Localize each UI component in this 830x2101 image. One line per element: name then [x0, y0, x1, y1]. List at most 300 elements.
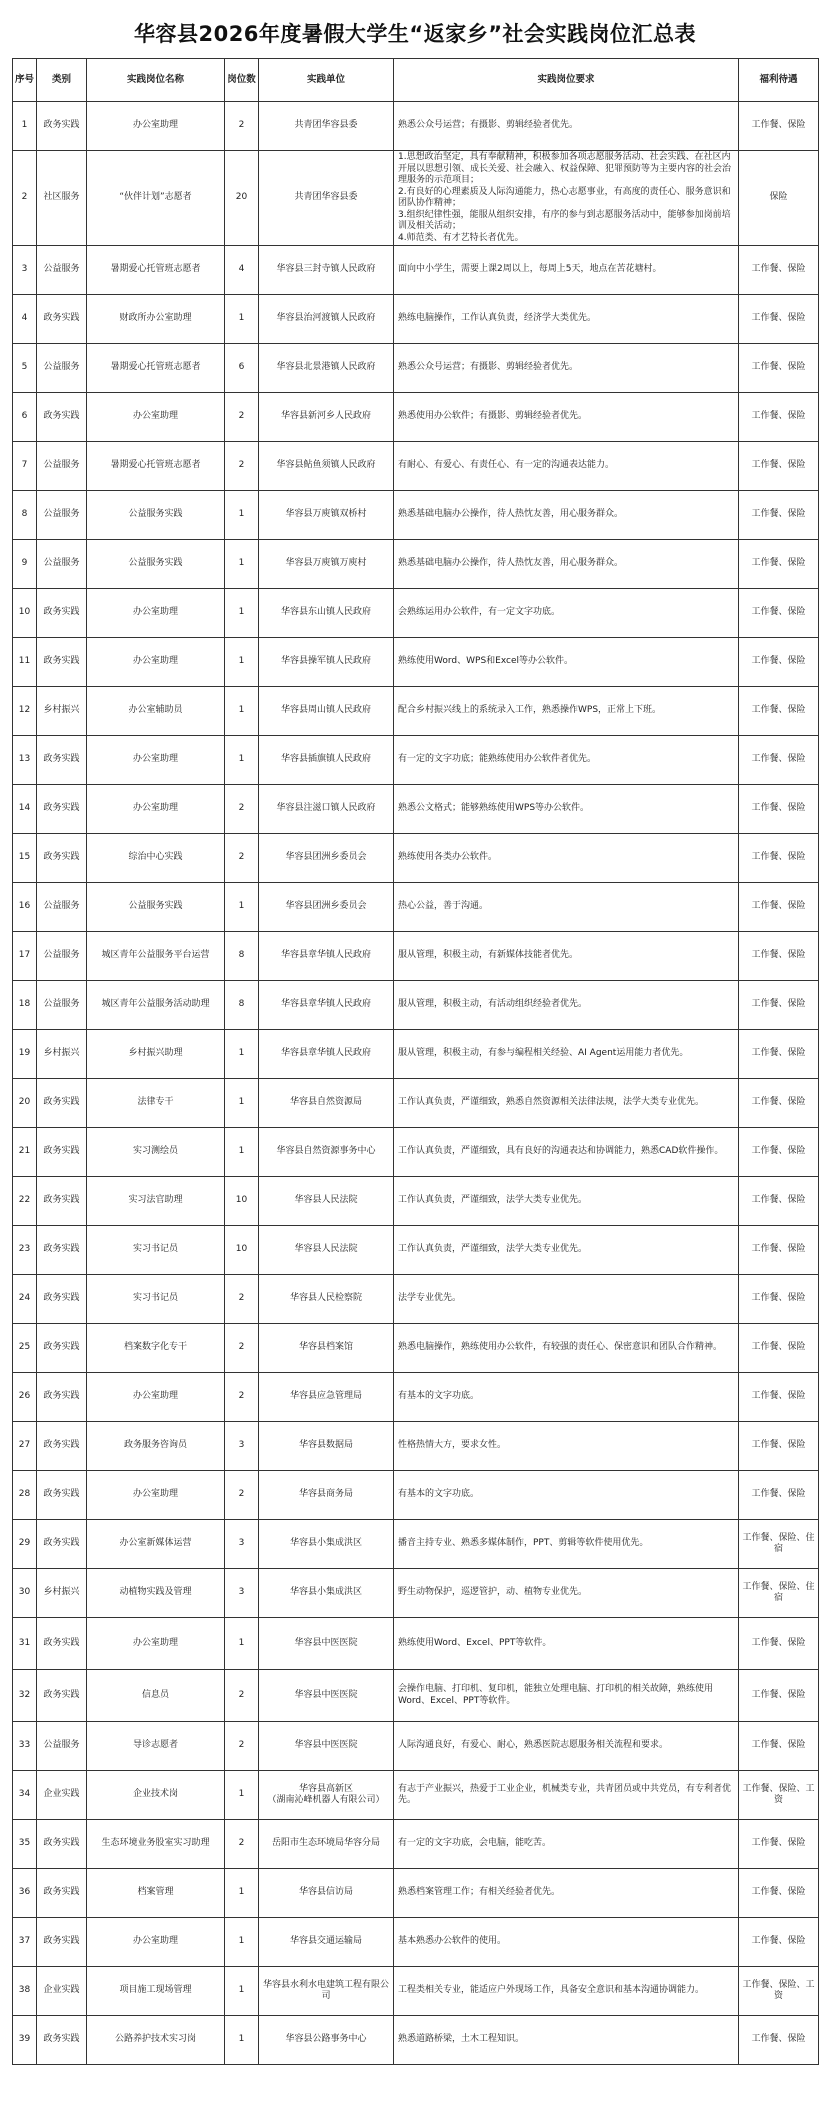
- cell-position: 办公室助理: [87, 1373, 225, 1422]
- cell-unit: 华容县章华镇人民政府: [259, 981, 394, 1030]
- cell-no: 9: [13, 540, 37, 589]
- cell-requirement: 熟悉道路桥梁，土木工程知识。: [394, 2016, 739, 2065]
- cell-requirement: 熟练使用Word、WPS和Excel等办公软件。: [394, 638, 739, 687]
- table-header-row: [13, 59, 819, 102]
- cell-benefit: 工作餐、保险: [739, 1177, 819, 1226]
- cell-count: 20: [225, 151, 259, 246]
- cell-benefit: 工作餐、保险: [739, 883, 819, 932]
- cell-no: 15: [13, 834, 37, 883]
- cell-count: 1: [225, 1030, 259, 1079]
- table-row: [13, 1128, 819, 1177]
- cell-position: 实习书记员: [87, 1275, 225, 1324]
- table-row: [13, 834, 819, 883]
- table-row: [13, 1618, 819, 1670]
- table-row: [13, 1820, 819, 1869]
- cell-unit: 华容县自然资源事务中心: [259, 1128, 394, 1177]
- cell-requirement: 熟悉公众号运营；有摄影、剪辑经验者优先。: [394, 102, 739, 151]
- cell-requirement: 会熟练运用办公软件，有一定文字功底。: [394, 589, 739, 638]
- cell-position: 财政所办公室助理: [87, 295, 225, 344]
- cell-requirement: 法学专业优先。: [394, 1275, 739, 1324]
- cell-position: 动植物实践及管理: [87, 1569, 225, 1618]
- cell-category: 企业实践: [37, 1771, 87, 1820]
- cell-benefit: 工作餐、保险: [739, 1918, 819, 1967]
- cell-count: 1: [225, 2016, 259, 2065]
- cell-no: 28: [13, 1471, 37, 1520]
- cell-category: 企业实践: [37, 1967, 87, 2016]
- cell-position: 公益服务实践: [87, 883, 225, 932]
- cell-count: 1: [225, 1771, 259, 1820]
- cell-requirement: 配合乡村振兴线上的系统录入工作，熟悉操作WPS，正常上下班。: [394, 687, 739, 736]
- cell-benefit: 工作餐、保险: [739, 1079, 819, 1128]
- cell-requirement: 有志于产业振兴，热爱于工业企业，机械类专业，共青团员或中共党员，有专利者优先。: [394, 1771, 739, 1820]
- cell-category: 公益服务: [37, 1722, 87, 1771]
- cell-count: 2: [225, 1275, 259, 1324]
- cell-category: 公益服务: [37, 246, 87, 295]
- cell-requirement: 熟悉基础电脑办公操作，待人热忱友善，用心服务群众。: [394, 540, 739, 589]
- cell-count: 8: [225, 932, 259, 981]
- cell-count: 2: [225, 442, 259, 491]
- cell-unit: 华容县中医医院: [259, 1722, 394, 1771]
- cell-category: 乡村振兴: [37, 1030, 87, 1079]
- cell-no: 32: [13, 1670, 37, 1722]
- cell-requirement: 熟悉公文格式；能够熟练使用WPS等办公软件。: [394, 785, 739, 834]
- cell-position: 政务服务咨询员: [87, 1422, 225, 1471]
- table-row: [13, 344, 819, 393]
- cell-category: 政务实践: [37, 102, 87, 151]
- table-row: [13, 589, 819, 638]
- cell-benefit: 工作餐、保险: [739, 2016, 819, 2065]
- cell-unit: 华容县东山镇人民政府: [259, 589, 394, 638]
- cell-category: 政务实践: [37, 1520, 87, 1569]
- cell-category: 公益服务: [37, 540, 87, 589]
- cell-unit: 华容县团洲乡委员会: [259, 883, 394, 932]
- cell-requirement: 有基本的文字功底。: [394, 1373, 739, 1422]
- cell-requirement: 工作认真负责，严谨细致，法学大类专业优先。: [394, 1226, 739, 1275]
- cell-no: 17: [13, 932, 37, 981]
- header-no: 序号: [13, 59, 37, 102]
- cell-category: 政务实践: [37, 1275, 87, 1324]
- cell-position: 法律专干: [87, 1079, 225, 1128]
- cell-category: 公益服务: [37, 442, 87, 491]
- cell-count: 8: [225, 981, 259, 1030]
- cell-count: 2: [225, 1324, 259, 1373]
- cell-position: 导诊志愿者: [87, 1722, 225, 1771]
- cell-no: 10: [13, 589, 37, 638]
- cell-position: 暑期爱心托管班志愿者: [87, 246, 225, 295]
- cell-requirement: 工作认真负责，严谨细致，熟悉自然资源相关法律法规，法学大类专业优先。: [394, 1079, 739, 1128]
- cell-position: 办公室助理: [87, 736, 225, 785]
- cell-requirement: 熟练电脑操作，工作认真负责，经济学大类优先。: [394, 295, 739, 344]
- cell-requirement: 野生动物保护，巡逻管护，动、植物专业优先。: [394, 1569, 739, 1618]
- cell-category: 社区服务: [37, 151, 87, 246]
- cell-category: 政务实践: [37, 1128, 87, 1177]
- cell-benefit: 工作餐、保险: [739, 102, 819, 151]
- cell-no: 38: [13, 1967, 37, 2016]
- cell-requirement: 熟练使用Word、Excel、PPT等软件。: [394, 1618, 739, 1670]
- cell-category: 政务实践: [37, 1226, 87, 1275]
- cell-unit: 岳阳市生态环境局华容分局: [259, 1820, 394, 1869]
- cell-unit: 华容县章华镇人民政府: [259, 932, 394, 981]
- cell-no: 24: [13, 1275, 37, 1324]
- header-benefit: 福利待遇: [739, 59, 819, 102]
- table-row: [13, 295, 819, 344]
- cell-benefit: 工作餐、保险: [739, 785, 819, 834]
- cell-benefit: 工作餐、保险: [739, 981, 819, 1030]
- cell-count: 2: [225, 1373, 259, 1422]
- cell-requirement: 人际沟通良好，有爱心、耐心，熟悉医院志愿服务相关流程和要求。: [394, 1722, 739, 1771]
- cell-position: 办公室助理: [87, 102, 225, 151]
- cell-requirement: 有一定的文字功底，会电脑，能吃苦。: [394, 1820, 739, 1869]
- cell-unit: 华容县高新区 （湖南沁峰机器人有限公司）: [259, 1771, 394, 1820]
- cell-position: 办公室助理: [87, 589, 225, 638]
- cell-benefit: 工作餐、保险: [739, 540, 819, 589]
- cell-benefit: 工作餐、保险: [739, 1324, 819, 1373]
- cell-no: 18: [13, 981, 37, 1030]
- cell-requirement: 基本熟悉办公软件的使用。: [394, 1918, 739, 1967]
- cell-count: 1: [225, 589, 259, 638]
- cell-position: 乡村振兴助理: [87, 1030, 225, 1079]
- cell-unit: 华容县中医医院: [259, 1618, 394, 1670]
- table-row: [13, 785, 819, 834]
- cell-no: 20: [13, 1079, 37, 1128]
- table-row: [13, 736, 819, 785]
- cell-position: “伙伴计划”志愿者: [87, 151, 225, 246]
- table-row: [13, 638, 819, 687]
- cell-unit: 华容县数据局: [259, 1422, 394, 1471]
- cell-count: 1: [225, 638, 259, 687]
- cell-position: 公益服务实践: [87, 540, 225, 589]
- cell-position: 实习书记员: [87, 1226, 225, 1275]
- header-position: 实践岗位名称: [87, 59, 225, 102]
- cell-requirement: 熟悉电脑操作，熟练使用办公软件，有较强的责任心、保密意识和团队合作精神。: [394, 1324, 739, 1373]
- cell-category: 政务实践: [37, 1422, 87, 1471]
- cell-count: 1: [225, 540, 259, 589]
- cell-count: 3: [225, 1422, 259, 1471]
- table-row: [13, 981, 819, 1030]
- cell-benefit: 工作餐、保险: [739, 1722, 819, 1771]
- cell-position: 实习测绘员: [87, 1128, 225, 1177]
- table-row: [13, 151, 819, 246]
- table-row: [13, 1373, 819, 1422]
- cell-no: 1: [13, 102, 37, 151]
- table-row: [13, 1722, 819, 1771]
- cell-benefit: 工作餐、保险: [739, 589, 819, 638]
- cell-no: 12: [13, 687, 37, 736]
- cell-unit: 华容县团洲乡委员会: [259, 834, 394, 883]
- table-row: [13, 102, 819, 151]
- cell-unit: 华容县注滋口镇人民政府: [259, 785, 394, 834]
- cell-count: 2: [225, 785, 259, 834]
- cell-category: 政务实践: [37, 1670, 87, 1722]
- table-row: [13, 1422, 819, 1471]
- cell-benefit: 工作餐、保险: [739, 344, 819, 393]
- cell-benefit: 工作餐、保险: [739, 687, 819, 736]
- header-category: 类别: [37, 59, 87, 102]
- cell-category: 公益服务: [37, 932, 87, 981]
- table-row: [13, 1869, 819, 1918]
- cell-unit: 华容县中医医院: [259, 1670, 394, 1722]
- table-row: [13, 246, 819, 295]
- cell-requirement: 有耐心、有爱心、有责任心、有一定的沟通表达能力。: [394, 442, 739, 491]
- cell-unit: 华容县公路事务中心: [259, 2016, 394, 2065]
- cell-count: 10: [225, 1177, 259, 1226]
- cell-position: 档案管理: [87, 1869, 225, 1918]
- cell-count: 2: [225, 1471, 259, 1520]
- cell-unit: 华容县交通运输局: [259, 1918, 394, 1967]
- cell-category: 公益服务: [37, 491, 87, 540]
- cell-unit: 华容县水利水电建筑工程有限公司: [259, 1967, 394, 2016]
- table-row: [13, 932, 819, 981]
- cell-category: 政务实践: [37, 1820, 87, 1869]
- table-row: [13, 1275, 819, 1324]
- cell-unit: 华容县人民检察院: [259, 1275, 394, 1324]
- cell-requirement: 熟悉公众号运营；有摄影、剪辑经验者优先。: [394, 344, 739, 393]
- cell-benefit: 工作餐、保险: [739, 1373, 819, 1422]
- cell-unit: 共青团华容县委: [259, 102, 394, 151]
- cell-benefit: 工作餐、保险: [739, 1471, 819, 1520]
- cell-unit: 华容县治河渡镇人民政府: [259, 295, 394, 344]
- cell-position: 生态环境业务股室实习助理: [87, 1820, 225, 1869]
- table-row: [13, 1520, 819, 1569]
- cell-unit: 华容县万庾镇双桥村: [259, 491, 394, 540]
- cell-requirement: 热心公益，善于沟通。: [394, 883, 739, 932]
- cell-no: 34: [13, 1771, 37, 1820]
- table-row: [13, 1471, 819, 1520]
- cell-category: 政务实践: [37, 834, 87, 883]
- cell-unit: 华容县档案馆: [259, 1324, 394, 1373]
- cell-no: 14: [13, 785, 37, 834]
- table-row: [13, 393, 819, 442]
- cell-no: 5: [13, 344, 37, 393]
- cell-requirement: 有基本的文字功底。: [394, 1471, 739, 1520]
- cell-no: 8: [13, 491, 37, 540]
- cell-benefit: 工作餐、保险: [739, 932, 819, 981]
- cell-benefit: 工作餐、保险: [739, 1670, 819, 1722]
- cell-no: 27: [13, 1422, 37, 1471]
- cell-unit: 华容县三封寺镇人民政府: [259, 246, 394, 295]
- cell-position: 暑期爱心托管班志愿者: [87, 442, 225, 491]
- table-body: [13, 102, 819, 2065]
- cell-benefit: 工作餐、保险: [739, 442, 819, 491]
- cell-benefit: 工作餐、保险: [739, 1422, 819, 1471]
- cell-requirement: 性格热情大方，要求女性。: [394, 1422, 739, 1471]
- cell-count: 1: [225, 687, 259, 736]
- cell-count: 2: [225, 102, 259, 151]
- cell-count: 2: [225, 1820, 259, 1869]
- cell-no: 3: [13, 246, 37, 295]
- cell-unit: 华容县操军镇人民政府: [259, 638, 394, 687]
- cell-category: 政务实践: [37, 1079, 87, 1128]
- cell-position: 办公室助理: [87, 785, 225, 834]
- cell-unit: 华容县人民法院: [259, 1177, 394, 1226]
- cell-benefit: 工作餐、保险: [739, 1030, 819, 1079]
- table-row: [13, 1226, 819, 1275]
- cell-unit: 华容县人民法院: [259, 1226, 394, 1275]
- cell-position: 实习法官助理: [87, 1177, 225, 1226]
- cell-count: 1: [225, 1918, 259, 1967]
- cell-position: 公益服务实践: [87, 491, 225, 540]
- cell-count: 1: [225, 491, 259, 540]
- cell-count: 1: [225, 1128, 259, 1177]
- cell-requirement: 服从管理，积极主动，有参与编程相关经验、AI Agent运用能力者优先。: [394, 1030, 739, 1079]
- cell-unit: 华容县自然资源局: [259, 1079, 394, 1128]
- cell-count: 3: [225, 1520, 259, 1569]
- cell-benefit: 工作餐、保险: [739, 1275, 819, 1324]
- cell-unit: 华容县新河乡人民政府: [259, 393, 394, 442]
- cell-count: 3: [225, 1569, 259, 1618]
- document-title: 华容县2026年度暑假大学生“返家乡”社会实践岗位汇总表: [133, 22, 697, 46]
- cell-unit: 华容县周山镇人民政府: [259, 687, 394, 736]
- cell-benefit: 保险: [739, 151, 819, 246]
- cell-benefit: 工作餐、保险: [739, 736, 819, 785]
- cell-no: 26: [13, 1373, 37, 1422]
- table-row: [13, 1030, 819, 1079]
- cell-requirement: 会操作电脑、打印机、复印机，能独立处理电脑、打印机的相关故障，熟练使用Word、Excel、PPT等软件。: [394, 1670, 739, 1722]
- cell-benefit: 工作餐、保险: [739, 834, 819, 883]
- cell-category: 政务实践: [37, 1471, 87, 1520]
- table-row: [13, 1079, 819, 1128]
- cell-requirement: 熟悉基础电脑办公操作，待人热忱友善，用心服务群众。: [394, 491, 739, 540]
- cell-requirement: 熟悉使用办公软件；有摄影、剪辑经验者优先。: [394, 393, 739, 442]
- cell-no: 30: [13, 1569, 37, 1618]
- table-row: [13, 1771, 819, 1820]
- cell-position: 办公室助理: [87, 393, 225, 442]
- cell-benefit: 工作餐、保险: [739, 393, 819, 442]
- cell-unit: 华容县插旗镇人民政府: [259, 736, 394, 785]
- cell-requirement: 服从管理，积极主动，有新媒体技能者优先。: [394, 932, 739, 981]
- table-row: [13, 1918, 819, 1967]
- cell-requirement: 工程类相关专业，能适应户外现场工作，具备安全意识和基本沟通协调能力。: [394, 1967, 739, 2016]
- cell-no: 4: [13, 295, 37, 344]
- cell-requirement: 播音主持专业、熟悉多媒体制作，PPT、剪辑等软件使用优先。: [394, 1520, 739, 1569]
- cell-unit: 华容县应急管理局: [259, 1373, 394, 1422]
- cell-benefit: 工作餐、保险: [739, 295, 819, 344]
- cell-category: 政务实践: [37, 1324, 87, 1373]
- cell-unit: 华容县北景港镇人民政府: [259, 344, 394, 393]
- cell-count: 2: [225, 834, 259, 883]
- table-row: [13, 1670, 819, 1722]
- cell-position: 办公室辅助员: [87, 687, 225, 736]
- cell-requirement: 1.思想政治坚定，具有奉献精神，积极参加各项志愿服务活动、社会实践、在社区内开展以思想引领、成长关爱、社会融入、权益保障、犯罪预防等为主要内容的社会治理服务的示范项目； 2.有良好的心理素质及人际沟通能力，热心志愿事业，有高度的责任心、服务意识和团队协作精神； 3.组织纪律性强，能服从组织安排，有序的参与到志愿服务活动中，能够参加岗前培训及相关活动； 4.师范类、有才艺特长者优先。: [394, 151, 739, 246]
- cell-unit: 华容县小集成洪区: [259, 1520, 394, 1569]
- cell-position: 信息员: [87, 1670, 225, 1722]
- cell-requirement: 工作认真负责，严谨细致，法学大类专业优先。: [394, 1177, 739, 1226]
- cell-no: 33: [13, 1722, 37, 1771]
- header-unit: 实践单位: [259, 59, 394, 102]
- table-row: [13, 491, 819, 540]
- table-row: [13, 883, 819, 932]
- table-row: [13, 2016, 819, 2065]
- cell-unit: 华容县章华镇人民政府: [259, 1030, 394, 1079]
- cell-no: 19: [13, 1030, 37, 1079]
- cell-category: 政务实践: [37, 393, 87, 442]
- cell-category: 政务实践: [37, 1373, 87, 1422]
- cell-category: 公益服务: [37, 981, 87, 1030]
- cell-position: 综治中心实践: [87, 834, 225, 883]
- cell-no: 36: [13, 1869, 37, 1918]
- header-requirement: 实践岗位要求: [394, 59, 739, 102]
- cell-count: 2: [225, 1722, 259, 1771]
- cell-count: 1: [225, 1618, 259, 1670]
- cell-no: 13: [13, 736, 37, 785]
- cell-requirement: 面向中小学生，需要上课2周以上，每周上5天，地点在苦花塘村。: [394, 246, 739, 295]
- cell-position: 城区青年公益服务平台运营: [87, 932, 225, 981]
- cell-unit: 华容县信访局: [259, 1869, 394, 1918]
- cell-benefit: 工作餐、保险、住宿: [739, 1569, 819, 1618]
- table-row: [13, 1177, 819, 1226]
- cell-count: 6: [225, 344, 259, 393]
- cell-position: 档案数字化专干: [87, 1324, 225, 1373]
- positions-table: [12, 58, 819, 2065]
- table-row: [13, 540, 819, 589]
- cell-position: 办公室助理: [87, 1918, 225, 1967]
- cell-no: 11: [13, 638, 37, 687]
- cell-category: 政务实践: [37, 736, 87, 785]
- cell-count: 1: [225, 736, 259, 785]
- cell-category: 政务实践: [37, 785, 87, 834]
- cell-no: 21: [13, 1128, 37, 1177]
- cell-position: 办公室助理: [87, 638, 225, 687]
- cell-benefit: 工作餐、保险、工资: [739, 1967, 819, 2016]
- cell-category: 政务实践: [37, 2016, 87, 2065]
- cell-category: 公益服务: [37, 883, 87, 932]
- cell-unit: 华容县鲇鱼须镇人民政府: [259, 442, 394, 491]
- cell-category: 乡村振兴: [37, 1569, 87, 1618]
- cell-requirement: 服从管理，积极主动，有活动组织经验者优先。: [394, 981, 739, 1030]
- cell-no: 16: [13, 883, 37, 932]
- cell-no: 23: [13, 1226, 37, 1275]
- cell-no: 31: [13, 1618, 37, 1670]
- cell-benefit: 工作餐、保险: [739, 1226, 819, 1275]
- cell-category: 政务实践: [37, 1918, 87, 1967]
- cell-count: 1: [225, 1079, 259, 1128]
- cell-no: 7: [13, 442, 37, 491]
- cell-count: 2: [225, 393, 259, 442]
- cell-requirement: 工作认真负责，严谨细致，具有良好的沟通表达和协调能力，熟悉CAD软件操作。: [394, 1128, 739, 1177]
- table-row: [13, 1569, 819, 1618]
- cell-no: 25: [13, 1324, 37, 1373]
- header-count: 岗位数: [225, 59, 259, 102]
- cell-no: 37: [13, 1918, 37, 1967]
- cell-count: 1: [225, 1967, 259, 2016]
- cell-position: 企业技术岗: [87, 1771, 225, 1820]
- cell-no: 22: [13, 1177, 37, 1226]
- cell-benefit: 工作餐、保险: [739, 1869, 819, 1918]
- cell-count: 2: [225, 1670, 259, 1722]
- cell-requirement: 有一定的文字功底；能熟练使用办公软件者优先。: [394, 736, 739, 785]
- cell-count: 10: [225, 1226, 259, 1275]
- table-row: [13, 442, 819, 491]
- cell-benefit: 工作餐、保险: [739, 1820, 819, 1869]
- cell-no: 35: [13, 1820, 37, 1869]
- cell-benefit: 工作餐、保险: [739, 638, 819, 687]
- cell-position: 办公室助理: [87, 1471, 225, 1520]
- cell-category: 政务实践: [37, 1618, 87, 1670]
- cell-count: 1: [225, 1869, 259, 1918]
- cell-category: 政务实践: [37, 638, 87, 687]
- cell-count: 1: [225, 883, 259, 932]
- cell-benefit: 工作餐、保险: [739, 1128, 819, 1177]
- cell-position: 城区青年公益服务活动助理: [87, 981, 225, 1030]
- cell-category: 政务实践: [37, 1177, 87, 1226]
- cell-benefit: 工作餐、保险: [739, 1618, 819, 1670]
- cell-count: 1: [225, 295, 259, 344]
- cell-category: 乡村振兴: [37, 687, 87, 736]
- table-row: [13, 1967, 819, 2016]
- cell-benefit: 工作餐、保险、住宿: [739, 1520, 819, 1569]
- cell-category: 政务实践: [37, 589, 87, 638]
- cell-no: 39: [13, 2016, 37, 2065]
